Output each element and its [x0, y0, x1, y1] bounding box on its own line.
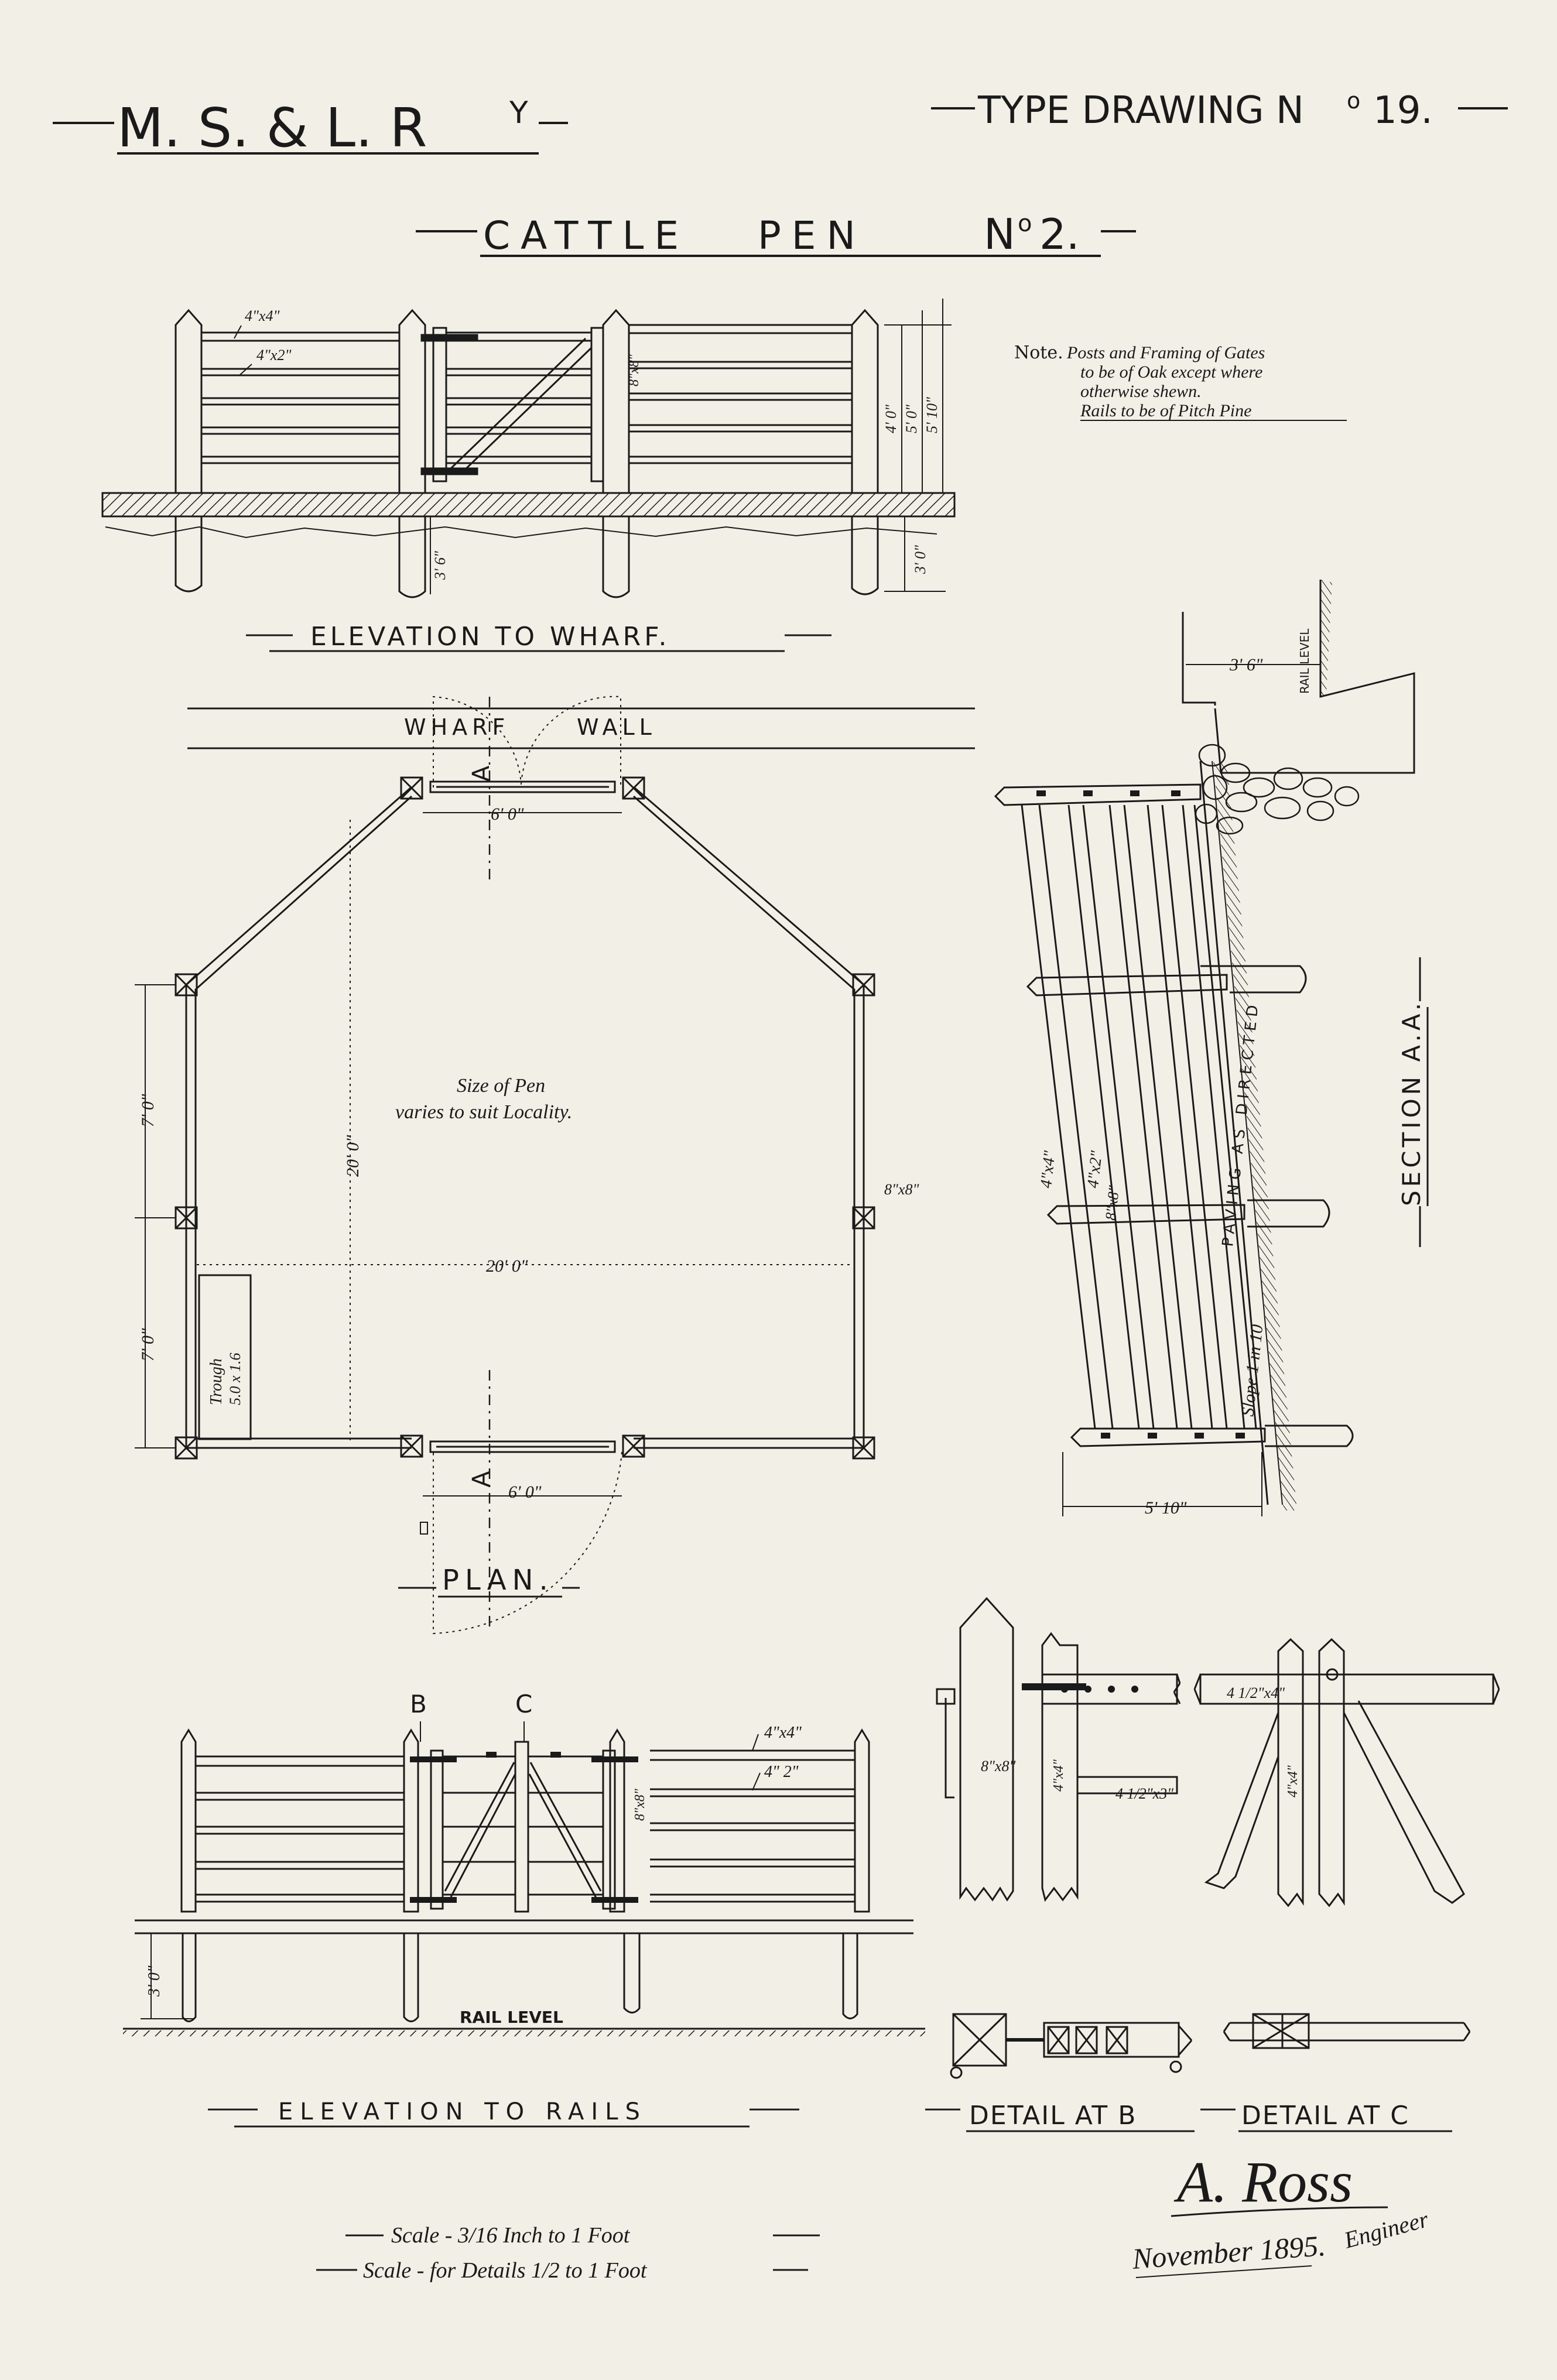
- wharf-height-5ft: 5' 0": [903, 405, 920, 433]
- bottom-gate-width: 6' 0": [508, 1482, 542, 1502]
- pen-depth-dim: 20' 0": [343, 1135, 362, 1177]
- rails-rail-level: RAIL LEVEL: [460, 2008, 563, 2027]
- side-dim-lower: 7' 0": [138, 1328, 158, 1361]
- wharf-wall-left: WHARF: [404, 714, 510, 740]
- wharf-depth-left: 3' 6": [432, 551, 449, 580]
- railway-title: M. S. & L. R: [117, 97, 427, 159]
- rails-rail-mid: 4" 2": [764, 1763, 799, 1781]
- rails-rail-top: 4"x4": [764, 1724, 802, 1742]
- plan-post: [401, 778, 422, 799]
- drawing-title-sup: o: [1018, 210, 1032, 237]
- detail-at-c: [1195, 1639, 1499, 2131]
- rails-depth-dim: 3' 0": [145, 1965, 163, 1997]
- note-label: Note.: [1014, 343, 1063, 363]
- wharf-post-4: [852, 310, 878, 594]
- drawing-title-num: 2.: [1039, 210, 1080, 259]
- note-line-4: Rails to be of Pitch Pine: [1080, 401, 1252, 420]
- signature-block: [1131, 2149, 1432, 2278]
- railway-title-sup: Y: [509, 95, 528, 131]
- wharf-wall-right: WALL: [577, 714, 656, 740]
- wharf-height-5ft10: 5' 10": [923, 397, 940, 433]
- note-line-2: to be of Oak except where: [1080, 362, 1263, 382]
- size-note-1: Size of Pen: [457, 1075, 546, 1097]
- signature-date: November 1895.: [1131, 2229, 1327, 2275]
- section-wharf-dim: 3' 6": [1230, 655, 1263, 674]
- wharf-depth-right: 3' 0": [912, 545, 929, 574]
- wharf-post-label: 8"x8": [627, 354, 642, 386]
- section-mark-top: A: [468, 765, 495, 782]
- detail-b-stile: 4"x4": [1051, 1759, 1066, 1792]
- trough-label-1: Trough: [207, 1358, 225, 1405]
- detail-b-caption: DETAIL AT B: [969, 2101, 1137, 2131]
- detail-c-caption: DETAIL AT C: [1241, 2101, 1409, 2131]
- section-rail-level: RAIL LEVEL: [1298, 628, 1312, 694]
- type-drawing-sup: o: [1347, 88, 1361, 114]
- section-caption: SECTION A.A.: [1397, 999, 1426, 1206]
- wharf-height-4ft: 4' 0": [882, 405, 899, 433]
- rails-post-size: 8"x8": [632, 1789, 648, 1821]
- section-rail-mid: 4"x2": [1084, 1149, 1106, 1189]
- scale-block: [316, 2223, 820, 2283]
- wharf-post-3: [603, 310, 629, 597]
- section-base-dim: 5' 10": [1145, 1498, 1187, 1518]
- scale-line-1: Scale - 3/16 Inch to 1 Foot: [391, 2223, 630, 2248]
- side-dim-upper: 7' 0": [138, 1094, 158, 1127]
- note-line-3: otherwise shewn.: [1080, 382, 1202, 401]
- header: [53, 88, 1508, 259]
- plan-post-size: 8"x8": [884, 1181, 919, 1198]
- wharf-post-1: [176, 310, 201, 591]
- type-drawing-number: 19.: [1373, 89, 1433, 132]
- mark-b: B: [410, 1690, 427, 1718]
- signature-name: A. Ross: [1177, 2149, 1353, 2214]
- type-drawing-label: TYPE DRAWING N: [978, 89, 1304, 132]
- drawing-title: CATTLE PEN: [483, 213, 866, 258]
- wharf-rail-top-label: 4"x4": [245, 307, 280, 324]
- note-line-1: Posts and Framing of Gates: [1067, 343, 1265, 362]
- mark-c: C: [515, 1690, 533, 1718]
- wharf-rail-mid-label: 4"x2": [256, 347, 292, 364]
- detail-c-stile: 4"x4": [1285, 1765, 1301, 1797]
- pen-width-dim: 20' 0": [486, 1256, 528, 1276]
- plan-post: [623, 778, 644, 799]
- elevation-wharf-caption: ELEVATION TO WHARF.: [310, 622, 670, 652]
- detail-b-brace: 4 1/2"x3": [1115, 1785, 1174, 1802]
- section-post-size: 8"x8": [1102, 1184, 1123, 1221]
- note-block: [1014, 343, 1347, 420]
- section-rail-top: 4"x4": [1037, 1149, 1059, 1189]
- signature-title: Engineer: [1341, 2206, 1431, 2254]
- section-mark-bottom: A: [468, 1471, 495, 1487]
- drawing-title-no: N: [984, 210, 1015, 259]
- elevation-rails-caption: ELEVATION TO RAILS: [278, 2098, 647, 2125]
- scale-line-2: Scale - for Details 1/2 to 1 Foot: [363, 2258, 647, 2283]
- section-aa: [995, 580, 1428, 1518]
- detail-b-post: 8"x8": [981, 1758, 1016, 1775]
- detail-c-rail: 4 1/2"x4": [1227, 1684, 1285, 1701]
- trough-label-2: 5.0 x 1.6: [227, 1352, 244, 1405]
- wharf-post-2: [399, 310, 425, 597]
- section-paving: PAVING AS DIRECTED: [1219, 999, 1263, 1248]
- elevation-to-wharf: [102, 299, 954, 652]
- elevation-to-rails: [123, 1690, 925, 2126]
- wharf-gate: [422, 328, 603, 481]
- section-slope: Slope 1 in 10: [1238, 1323, 1267, 1417]
- detail-at-b: [925, 1598, 1195, 2131]
- size-note-2: varies to suit Locality.: [395, 1101, 573, 1123]
- top-gate-width: 6' 0": [491, 804, 524, 824]
- plan-caption: PLAN.: [442, 1564, 554, 1597]
- plan-view: [135, 697, 975, 1634]
